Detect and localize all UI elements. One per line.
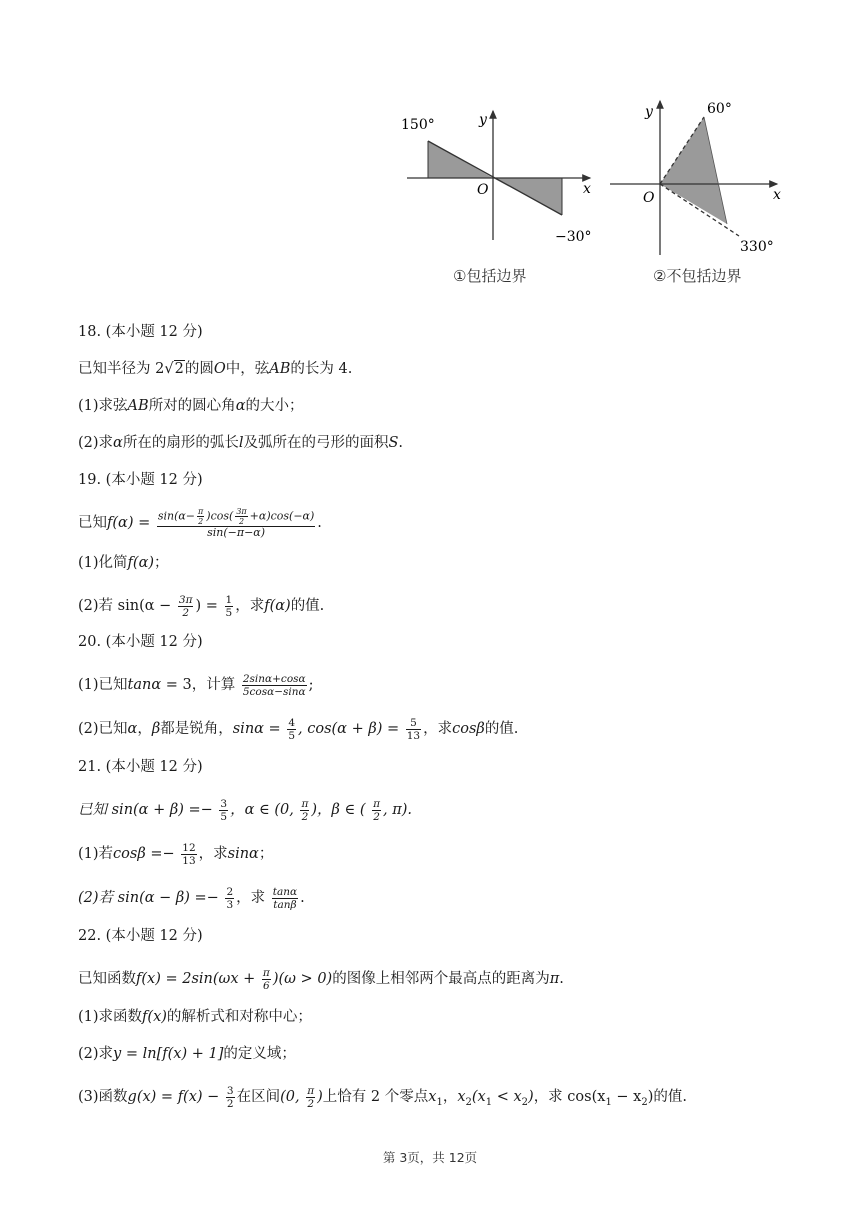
den: 2 [182,606,190,619]
fraction [272,886,298,911]
den: 2 [238,517,245,526]
text: ； [258,846,274,862]
numerator [157,507,315,527]
origin-label: O [643,190,655,206]
figure-2-graph [605,95,815,265]
q22-part3 [78,1077,798,1121]
q19-part1 [78,549,798,586]
q18-stem [78,355,798,392]
text: . [398,435,404,451]
den: 2 [226,1097,234,1110]
subscript: 1 [605,1096,612,1108]
origin-label: O [477,182,489,198]
text: 及弧所在的弓形的面积 [243,435,389,451]
math: α [127,721,138,737]
text: )的值. [647,1089,688,1105]
subscript: 2 [465,1096,472,1108]
fraction [225,886,234,911]
num: π [307,1084,315,1097]
text: (1)若 [78,846,114,862]
text: 已知函数 [78,971,136,987]
text: 已知 [78,515,107,531]
q19-header: 19. (本小题 12 分) [78,472,203,488]
text: ) = [195,598,218,614]
math: )(ω > 0) [272,971,333,987]
text: 的值. [484,721,519,737]
den: 2 [307,1097,315,1110]
text: (1)已知 [78,677,128,693]
den: 2 [373,810,380,823]
figures-area [395,95,815,295]
math: ，α ∈ (0, [230,802,294,818]
num: 4 [288,716,296,729]
math: y = ln[f(x) + 1] [113,1046,224,1062]
text: 的值. [290,598,325,614]
text: − x [611,1089,642,1105]
q22-part2 [78,1040,798,1077]
math: β [151,721,161,737]
fraction [226,1085,235,1110]
text: 的长为 4. [290,361,353,377]
q20-part1 [78,665,798,709]
math: (0, [280,1089,300,1105]
math: x [457,1089,466,1105]
math: (2)若 sin(α − β) =− [78,890,219,906]
math: f(α) [127,555,155,571]
math: AB [269,361,291,377]
text: ，求 [198,846,228,862]
fraction [287,717,296,742]
page-footer: 第 3页，共 12页 [382,1150,478,1165]
text: ，求 cos(x [533,1089,606,1105]
text: (2)求 [78,1046,114,1062]
figure-2 [605,95,815,285]
text: 所对的圆心角 [148,398,236,414]
subscript: 2 [641,1096,648,1108]
math: g(x) = f(x) − [127,1089,220,1105]
math: α [235,398,246,414]
q20-header: 20. (本小题 12 分) [78,634,203,650]
math: α [113,435,123,451]
math: π [549,971,560,987]
math: )，β ∈ ( [311,802,366,818]
angle-label-top: 60° [707,101,732,117]
text: =− [145,846,175,862]
text: 已知半径为 2 [78,361,165,377]
figure-2-caption: ②不包括边界 [653,267,742,285]
text: ， [137,721,152,737]
text: . [317,515,322,531]
q21-part2 [78,878,798,922]
angle-label-bottom: 330° [740,239,774,255]
num: 5 [406,717,421,730]
text: 的圆 [184,361,214,377]
fraction [235,507,247,526]
text: ，求 [423,721,453,737]
den: 5 [220,810,228,823]
denominator: sin(−π−α) [207,526,266,539]
text: . [559,971,564,987]
angle-label-top: 150° [401,117,435,133]
text: (1)化简 [78,555,128,571]
text: ， [442,1089,458,1105]
text: )cos( [206,509,234,523]
math: f(α) [264,598,291,614]
subscript: 1 [436,1096,443,1108]
num: 3π [178,593,193,606]
text: 所在的扇形的弧长 [122,435,239,451]
text: 中，弦 [225,361,270,377]
num: 3π [236,507,247,516]
fraction [406,717,421,742]
q22-header: 22. (本小题 12 分) [78,928,203,944]
y-label: y [479,112,487,128]
angle-label-bottom: −30° [555,229,592,245]
text: 的解析式和对称中心； [166,1009,312,1025]
y-label: y [645,104,653,120]
fraction [197,507,204,526]
subscript: 2 [521,1096,529,1108]
q18-part2 [78,429,798,466]
math: O [213,361,226,377]
num: 2 [226,885,234,898]
math: f(x) [142,1009,167,1025]
text: . [300,890,305,906]
num: 3 [220,797,228,810]
fraction [262,967,271,992]
q21-part1 [78,834,798,878]
fraction [181,842,196,867]
q19-part2 [78,586,798,628]
math: sinα [227,846,259,862]
math: f(α) = [107,515,151,531]
num: 12 [182,841,196,854]
den: 13 [182,854,196,867]
text: ，求 [235,598,265,614]
q18-part1 [78,392,798,429]
math: , cos(α + β) = [298,721,400,737]
q22-stem [78,959,798,1003]
text: = [263,721,281,737]
figure-1-graph [395,95,605,255]
text: (1)求弦 [78,398,128,414]
den: tanβ [273,898,297,911]
math: cosβ [452,721,485,737]
math: S [388,435,399,451]
den: 2 [301,810,309,823]
math: f(x) = 2sin(ωx + [136,971,256,987]
text: 在区间 [236,1089,281,1105]
den: 13 [406,729,421,742]
den: 5 [225,606,233,619]
den: 6 [263,979,270,992]
x-label: x [583,181,591,197]
num: π [198,507,204,516]
den: 5cosα−sinα [242,685,306,698]
q22-part1 [78,1003,798,1040]
text: (3)函数 [78,1089,128,1105]
text: (2)已知 [78,721,128,737]
text: (1)求函数 [78,1009,143,1025]
sqrt-sign: √2 [164,361,184,377]
sqrt-arg: 2 [174,361,184,377]
q20-part2 [78,709,798,753]
math: tanα [127,677,162,693]
shaded-region [660,117,727,224]
math: AB [127,398,149,414]
text: ； [154,555,169,571]
num: π [301,797,309,810]
num: 3 [226,1084,234,1097]
text: ，求 [236,890,266,906]
num: 1 [225,593,233,606]
num: tanα [272,885,298,898]
num: π [262,966,270,979]
text: (2)若 sin(α − [78,598,172,614]
math: 已知 sin(α + β) =− [78,802,213,818]
num: π [373,797,381,810]
fraction [372,798,381,823]
den: 3 [226,898,234,911]
q19-main-fraction [157,507,315,539]
math: l [238,435,244,451]
den: 2 [198,517,204,526]
math: ) [317,1089,323,1105]
figure-1-caption: ①包括边界 [453,267,527,285]
fraction [306,1085,315,1110]
den: 5 [288,729,296,742]
text: ; [308,677,314,693]
figure-1 [395,95,605,285]
math: cosβ [113,846,146,862]
math: (x [471,1089,486,1105]
fraction [178,594,194,619]
text: = 3，计算 [161,677,236,693]
q19-stem [78,503,798,549]
subscript: 1 [485,1096,493,1108]
math: ) [528,1089,534,1105]
math: < x [492,1089,522,1105]
text: 的大小； [245,398,304,414]
math: x [428,1089,437,1105]
q21-header: 21. (本小题 12 分) [78,759,203,775]
fraction [300,798,309,823]
text: +α)cos(−α) [249,509,315,523]
q21-stem [78,790,798,834]
fraction [219,798,228,823]
x-label: x [773,187,781,203]
num: 2sinα+cosα [242,672,306,685]
fraction [242,673,307,698]
questions [78,318,798,1121]
text: (2)求 [78,435,114,451]
fraction [225,594,234,619]
text: 上恰有 2 个零点 [322,1089,429,1105]
text: sin(α− [157,509,196,523]
math: sinα [232,721,264,737]
text: 的定义域； [223,1046,296,1062]
math: , π). [383,802,413,818]
text: 的图像上相邻两个最高点的距离为 [332,971,550,987]
q18-header: 18. (本小题 12 分) [78,324,203,340]
text: 都是锐角， [160,721,233,737]
